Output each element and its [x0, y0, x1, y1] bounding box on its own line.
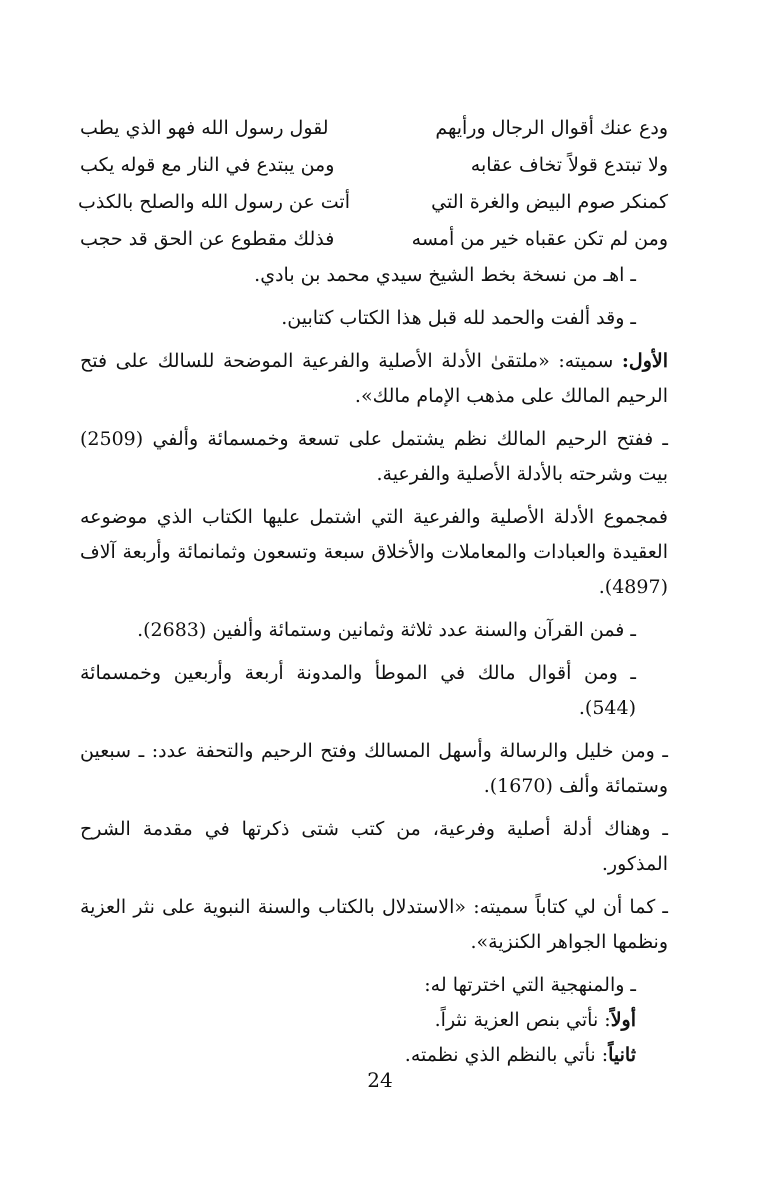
hemistich-second: فذلك مقطوع عن الحق قد حجب: [80, 228, 335, 250]
hemistich-first: ودع عنك أقوال الرجال ورأيهم: [435, 117, 668, 139]
hemistich-second: ومن يبتدع في النار مع قوله يكب: [80, 154, 335, 176]
poem-verse: [80, 110, 668, 147]
secondly-lead: ثانياً: [608, 1044, 636, 1066]
hemistich-second: أتت عن رسول الله والصلح بالكذب: [78, 191, 350, 213]
paragraph-second-book: ـ كما أن لي كتاباً سميته: «الاستدلال بالكتاب والسنة النبوية على نثر العزية ونظمها الجواهر الكنزية».: [80, 896, 668, 953]
poem-verse: [80, 184, 668, 221]
paragraph-quran: ـ فمن القرآن والسنة عدد ثلاثة وثمانين وستمائة وألفين (2683).: [137, 619, 636, 641]
paragraph-source: ـ اهـ من نسخة بخط الشيخ سيدي محمد بن بادي.: [254, 264, 636, 286]
poem-verse: [80, 147, 668, 184]
hemistich-second: لقول رسول الله فهو الذي يطب: [80, 117, 329, 139]
paragraph-other: ـ وهناك أدلة أصلية وفرعية، من كتب شتى ذكرتها في مقدمة الشرح المذكور.: [80, 818, 668, 875]
paragraph-total: فمجموع الأدلة الأصلية والفرعية التي اشتمل عليها الكتاب الذي موضوعه العقيدة والعبادات والمعاملات والأخلاق سبعة وتسعون وثمانمائة وأربعة آلاف (4897).: [80, 506, 668, 598]
hemistich-first: ولا تبتدع قولاً تخاف عقابه: [470, 154, 668, 176]
hemistich-first: كمنكر صوم البيض والغرة التي: [431, 191, 668, 213]
paragraph-firstly: [80, 1003, 668, 1038]
poem-verse: [80, 221, 668, 258]
hemistich-first: ومن لم تكن عقباه خير من أمسه: [411, 228, 668, 250]
paragraph-fath: ـ ففتح الرحيم المالك نظم يشتمل على تسعة وخمسمائة وألفي (2509) بيت وشرحته بالأدلة الأصلية والفرعية.: [80, 428, 668, 485]
paragraph-books: ـ وقد ألفت والحمد لله قبل هذا الكتاب كتابين.: [281, 307, 636, 329]
firstly-lead: أولاً: [610, 1009, 636, 1031]
paragraph-first-book: [80, 344, 668, 414]
page-number: 24: [367, 1068, 393, 1092]
first-book-text: سميته: «ملتقىٰ الأدلة الأصلية والفرعية الموضحة للسالك على فتح الرحيم المالك على مذهب الإمام مالك».: [80, 350, 668, 407]
paragraph-khalil: ـ ومن خليل والرسالة وأسهل المسالك وفتح الرحيم والتحفة عدد: ـ سبعين وستمائة وألف (1670).: [80, 740, 668, 797]
firstly-text: : نأتي بنص العزية نثراً.: [434, 1009, 611, 1031]
paragraph-malik: ـ ومن أقوال مالك في الموطأ والمدونة أربعة وأربعين وخمسمائة (544).: [80, 662, 636, 719]
paragraph-method: ـ والمنهجية التي اخترتها له:: [424, 974, 636, 996]
first-book-lead: الأول:: [621, 350, 668, 372]
secondly-text: : نأتي بالنظم الذي نظمته.: [404, 1044, 609, 1066]
